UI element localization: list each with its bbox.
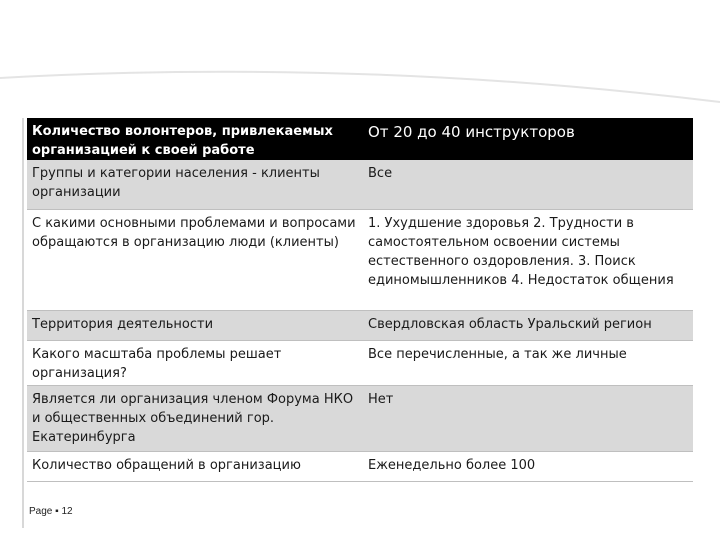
row-value: Свердловская область Уральский регион xyxy=(363,310,693,340)
row-value: Все перечисленные, а так же личные xyxy=(363,340,693,385)
table-row xyxy=(27,310,693,340)
header-value-cell: От 20 до 40 инструкторов xyxy=(363,118,693,160)
table-row xyxy=(27,385,693,451)
header-label-cell: Количество волонтеров, привлекаемых организацией к своей работе xyxy=(27,118,363,160)
table-row xyxy=(27,209,693,310)
info-table xyxy=(27,118,693,482)
left-frame-line xyxy=(22,118,24,528)
row-label: Какого масштаба проблемы решает организация? xyxy=(27,340,363,385)
page-number: Page ▪ 12 xyxy=(29,506,73,517)
table-row xyxy=(27,451,693,481)
table-row xyxy=(27,160,693,209)
row-label: Является ли организация членом Форума НКО и общественных объединений гор. Екатеринбурга xyxy=(27,385,363,451)
row-label: Территория деятельности xyxy=(27,310,363,340)
row-label: Количество обращений в организацию xyxy=(27,451,363,481)
table-row xyxy=(27,340,693,385)
row-value: Все xyxy=(363,160,693,209)
row-value: Нет xyxy=(363,385,693,451)
table-header-row xyxy=(27,118,693,160)
row-label: С какими основными проблемами и вопросами обращаются в организацию люди (клиенты) xyxy=(27,209,363,310)
decorative-top-curve xyxy=(0,0,720,120)
row-value: Еженедельно более 100 xyxy=(363,451,693,481)
row-value: 1. Ухудшение здоровья 2. Трудности в самостоятельном освоении системы естественного оздоровления. 3. Поиск единомышленников 4. Недостаток общения xyxy=(363,209,693,310)
row-label: Группы и категории населения - клиенты организации xyxy=(27,160,363,209)
